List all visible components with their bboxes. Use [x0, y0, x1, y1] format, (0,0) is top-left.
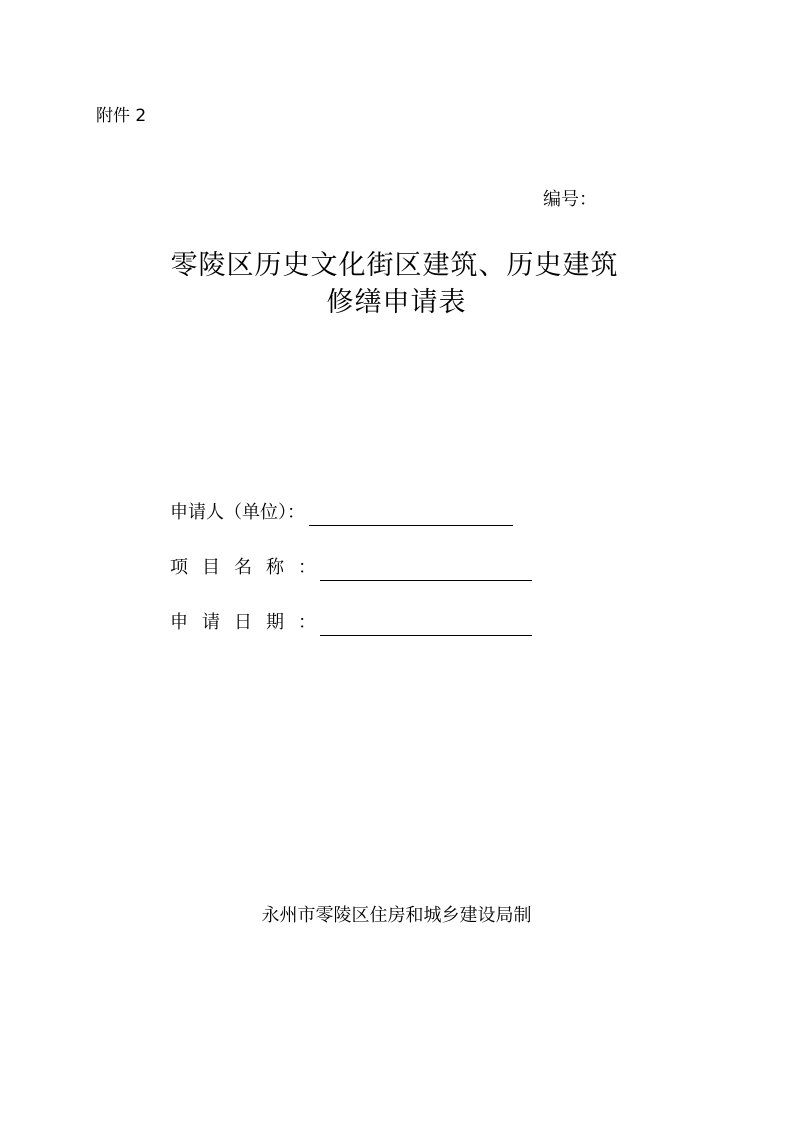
page-title-line-1: 零陵区历史文化街区建筑、历史建筑	[170, 250, 619, 281]
apply-date-field	[170, 610, 532, 636]
applicant-field	[170, 500, 513, 526]
applicant-label: 申请人（单位）：	[170, 502, 305, 523]
attachment-label: 附件 2	[96, 106, 147, 126]
project-name-label: 项目名称	[170, 557, 298, 578]
serial-number-label: 编号：	[543, 189, 597, 210]
project-name-field	[170, 555, 532, 581]
project-name-input-line[interactable]	[320, 560, 532, 581]
page-title-line-2: 修缮申请表	[326, 287, 467, 318]
project-name-colon: ：	[298, 557, 316, 578]
applicant-input-line[interactable]	[309, 505, 513, 526]
issuing-authority: 永州市零陵区住房和城乡建设局制	[261, 905, 532, 926]
apply-date-input-line[interactable]	[320, 615, 532, 636]
apply-date-colon: ：	[298, 612, 316, 633]
apply-date-label: 申请日期	[170, 612, 298, 633]
